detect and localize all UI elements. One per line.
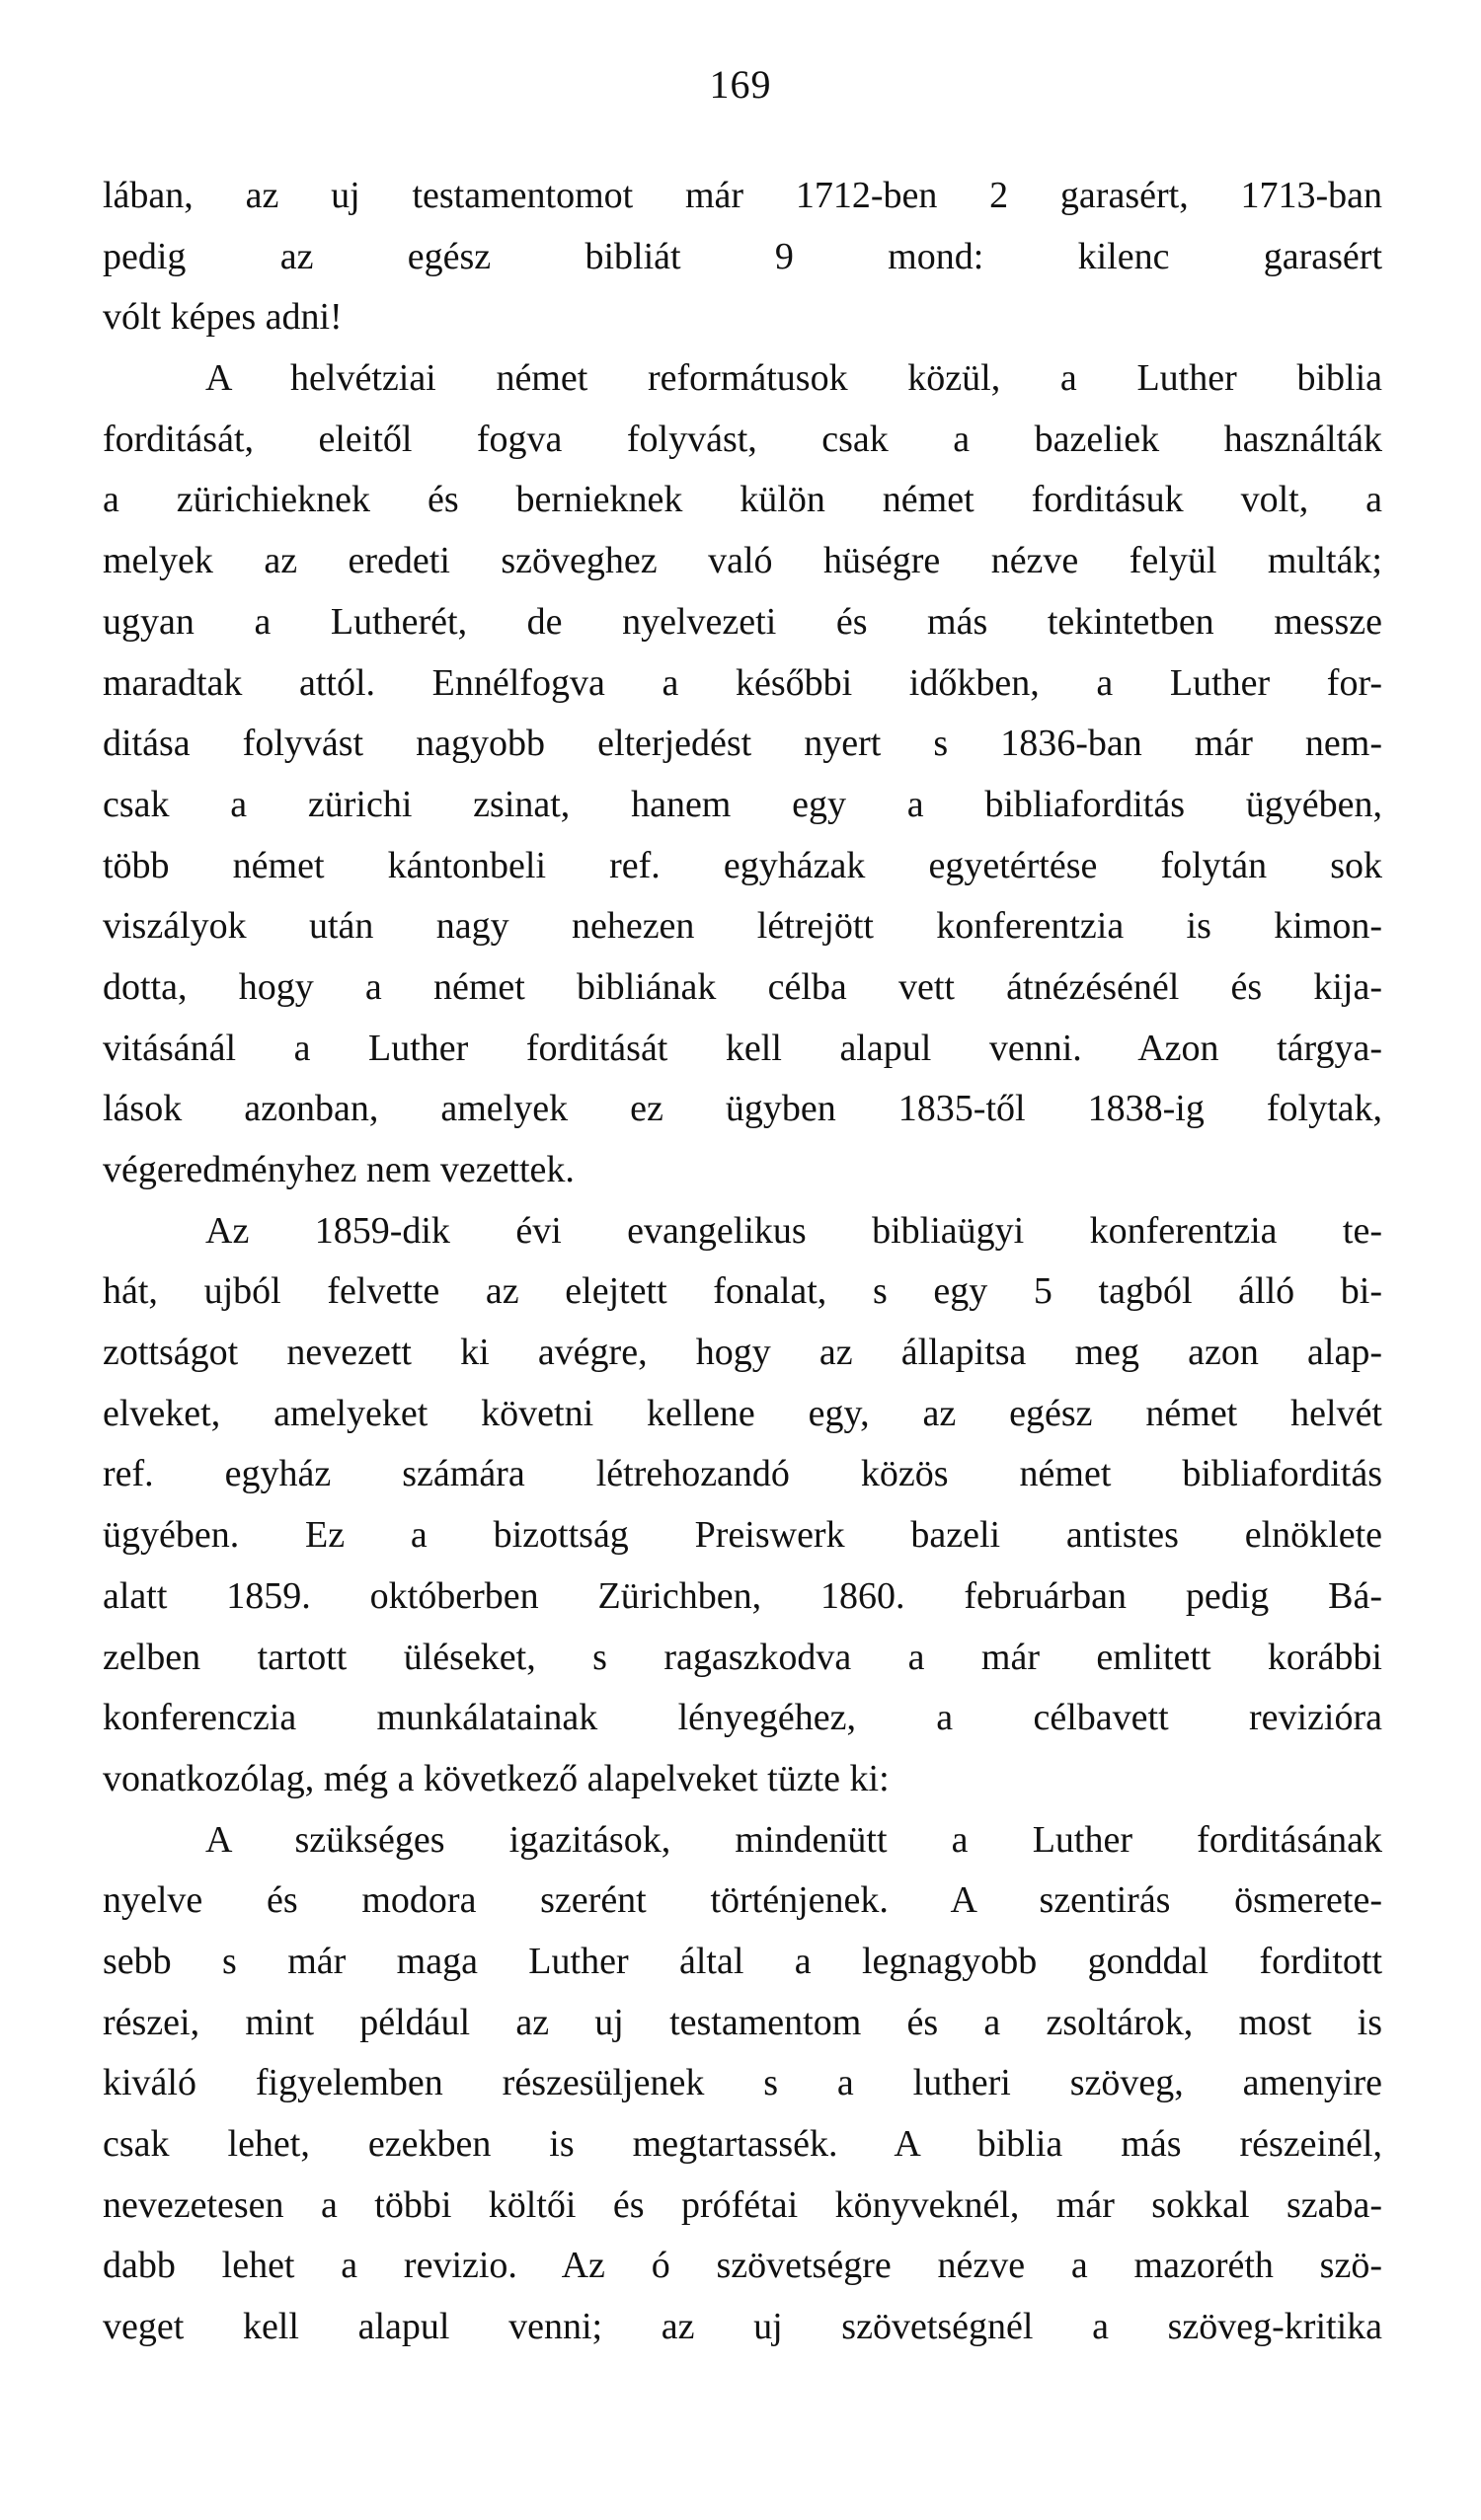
text-line: nevezetesen a többi költői és prófétai könyveknél, már sokkal szaba- — [103, 2183, 1382, 2226]
text-line: maradtak attól. Ennélfogva a későbbi időkben, a Luther for- — [103, 661, 1382, 704]
text-line: dabb lehet a revizio. Az ó szövetségre nézve a mazoréth szö- — [103, 2245, 1382, 2287]
text-line: vonatkozólag, még a következő alapelveket tüzte ki: — [103, 1757, 890, 1799]
text-line: lások azonban, amelyek ez ügyben 1835-től 1838-ig folytak, — [103, 1088, 1382, 1130]
text-line: lában, az uj testamentomot már 1712-ben 2 garasért, 1713-ban — [103, 175, 1382, 216]
text-line: csak lehet, ezekben is megtartassék. A biblia más részeinél, — [103, 2123, 1382, 2165]
text-line: dotta, hogy a német bibliának célba vett átnézésénél és kija- — [103, 965, 1382, 1008]
text-line: veget kell alapul venni; az uj szövetségnél a szöveg-kritika — [103, 2306, 1382, 2348]
text-line: viszályok után nagy nehezen létrejött konferentzia is kimon- — [103, 905, 1382, 948]
text-line: nyelve és modora szerént történjenek. A szentirás ösmerete- — [103, 1879, 1382, 1922]
text-line: konferenczia munkálatainak lényegéhez, a célbavett revizióra — [103, 1697, 1382, 1739]
text-line: csak a zürichi zsinat, hanem egy a bibliaforditás ügyében, — [103, 783, 1382, 825]
text-line: forditását, eleitől fogva folyvást, csak a bazeliek használták — [103, 418, 1382, 460]
text-line: alatt 1859. októberben Zürichben, 1860. februárban pedig Bá- — [103, 1574, 1382, 1617]
text-line: ditása folyvást nagyobb elterjedést nyert s 1836-ban már nem- — [103, 723, 1382, 765]
text-line: ügyében. Ez a bizottság Preiswerk bazeli antistes elnöklete — [103, 1514, 1382, 1557]
text-line: Az 1859-dik évi evangelikus bibliaügyi konferentzia te- — [205, 1209, 1382, 1252]
text-line: zelben tartott üléseket, s ragaszkodva a már emlitett korábbi — [103, 1636, 1382, 1678]
text-line: vitásánál a Luther forditását kell alapul venni. Azon tárgya- — [103, 1027, 1382, 1069]
text-line: melyek az eredeti szöveghez való hüségre nézve felyül multák; — [103, 540, 1382, 582]
text-line: részei, mint például az uj testamentom és a zsoltárok, most is — [103, 2001, 1382, 2043]
text-line: ref. egyház számára létrehozandó közös német bibliaforditás — [103, 1453, 1382, 1495]
text-line: A helvétziai német reformátusok közül, a Luther biblia — [205, 357, 1382, 400]
text-line: hát, ujból felvette az elejtett fonalat, s egy 5 tagból álló bi- — [103, 1270, 1382, 1313]
text-line: A szükséges igazitások, mindenütt a Luther forditásának — [205, 1818, 1382, 1861]
text-line: kiváló figyelemben részesüljenek s a lutheri szöveg, amenyire — [103, 2062, 1382, 2104]
text-line: több német kántonbeli ref. egyházak egyetértése folytán sok — [103, 844, 1382, 886]
text-line: végeredményhez nem vezettek. — [103, 1149, 575, 1190]
text-line: zottságot nevezett ki avégre, hogy az állapitsa meg azon alap- — [103, 1332, 1382, 1374]
text-line: elveket, amelyeket követni kellene egy, az egész német helvét — [103, 1392, 1382, 1434]
text-line: a zürichieknek és bernieknek külön német forditásuk volt, a — [103, 479, 1382, 521]
text-line: ugyan a Lutherét, de nyelvezeti és más tekintetben messze — [103, 600, 1382, 643]
text-line: sebb s már maga Luther által a legnagyobb gonddal forditott — [103, 1940, 1382, 1982]
page-number: 169 — [709, 62, 772, 107]
text-line: pedig az egész bibliát 9 mond: kilenc garasért — [103, 235, 1382, 277]
body-text — [103, 166, 1382, 2358]
text-line: vólt képes adni! — [103, 296, 343, 339]
